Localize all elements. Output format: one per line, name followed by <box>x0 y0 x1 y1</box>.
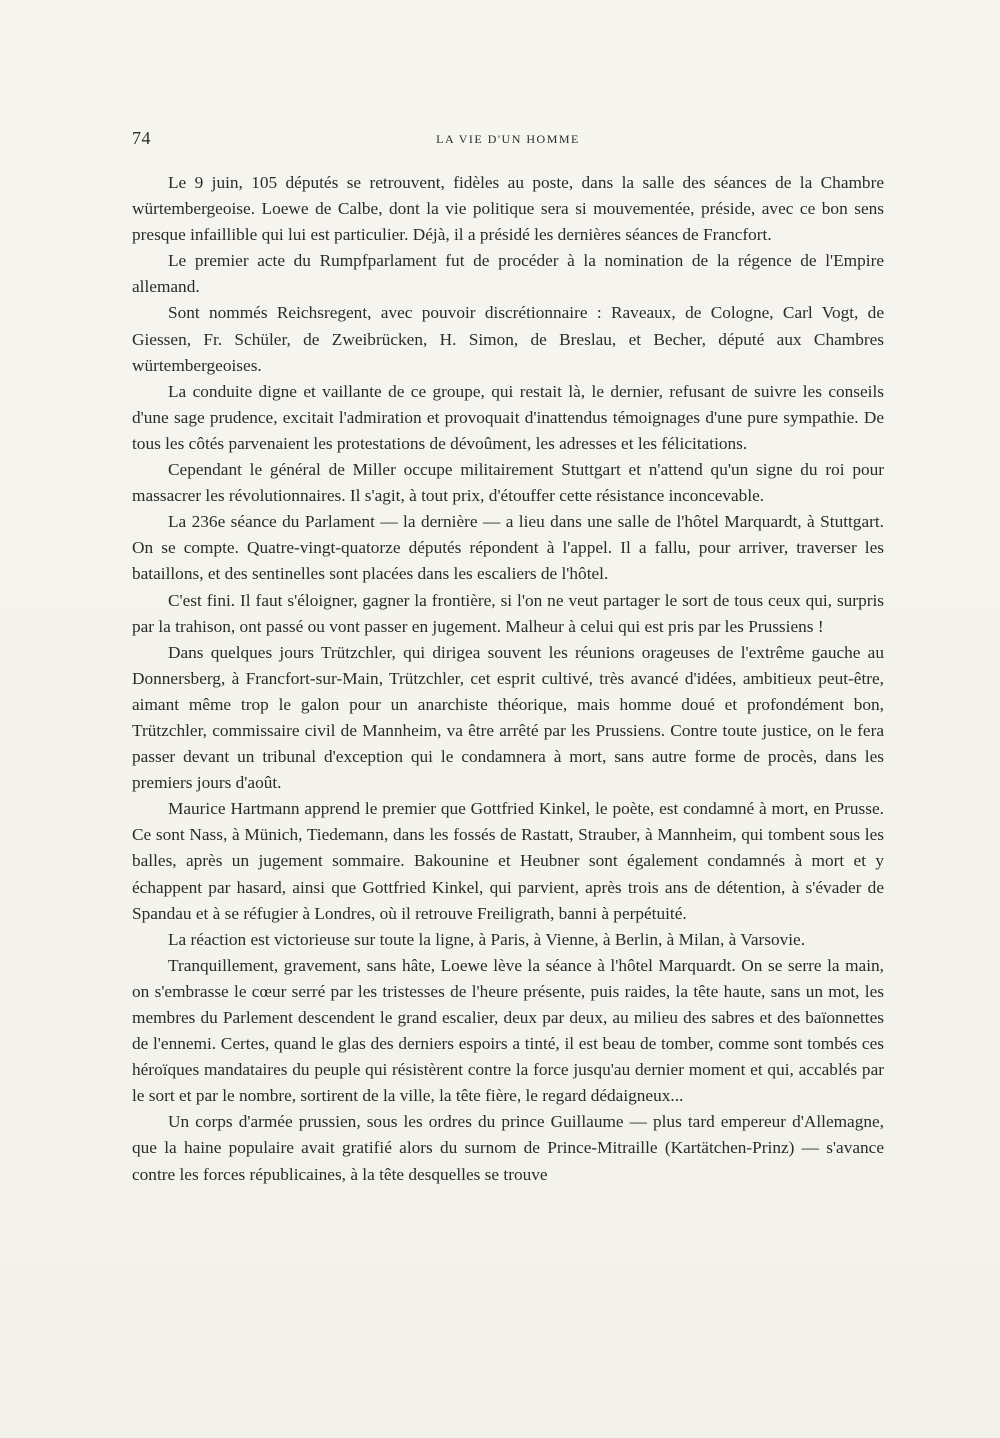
running-title: LA VIE D'UN HOMME <box>436 132 580 146</box>
paragraph: Dans quelques jours Trützchler, qui dirigea souvent les réunions orageuses de l'extrême gauche au Donnersberg, à Francfort-sur-Main, Trützchler, cet esprit cultivé, très avancé d'idées, ambitieux peut-être, aimant même trop le galon pour un anarchiste théorique, mais homme doué et profondément bon, Trützchler, commissaire civil de Mannheim, va être arrêté par les Prussiens. Contre toute justice, on le fera passer devant un tribunal d'exception qui le condamnera à mort, sans autre forme de procès, dans les premiers jours d'août. <box>132 642 884 793</box>
paragraph: Le premier acte du Rumpfparlament fut de procéder à la nomination de la régence de l'Empire allemand. <box>132 251 884 297</box>
paragraph: La réaction est victorieuse sur toute la ligne, à Paris, à Vienne, à Berlin, à Milan, à Varsovie. <box>168 929 806 949</box>
page-number: 74 <box>132 128 151 148</box>
paragraph: Sont nommés Reichsregent, avec pouvoir discrétionnaire : Raveaux, de Cologne, Carl Vogt, de Giessen, Fr. Schüler, de Zweibrücken, H. Simon, de Breslau, et Becher, député aux Chambres würtembergeoises. <box>132 303 884 375</box>
body-text <box>132 170 884 1188</box>
paragraph: La conduite digne et vaillante de ce groupe, qui restait là, le dernier, refusant de suivre les conseils d'une sage prudence, excitait l'admiration et provoquait d'inattendus témoignages d'une pure sympathie. De tous les côtés parvenaient les protestations de dévoûment, les adresses et les félicitations. <box>132 381 884 453</box>
paragraph: La 236e séance du Parlament — la dernière — a lieu dans une salle de l'hôtel Marquardt, à Stuttgart. On se compte. Quatre-vingt-quatorze députés répondent à l'appel. Il a fallu, pour arriver, traverser les bataillons, et des sentinelles sont placées dans les escaliers de l'hôtel. <box>132 512 884 584</box>
paragraph: Cependant le général de Miller occupe militairement Stuttgart et n'attend qu'un signe du roi pour massacrer les révolutionnaires. Il s'agit, à tout prix, d'étouffer cette résistance inconcevable. <box>132 460 884 506</box>
paragraph: C'est fini. Il faut s'éloigner, gagner la frontière, si l'on ne veut partager le sort de tous ceux qui, surpris par la trahison, ont passé ou vont passer en jugement. Malheur à celui qui est pris par les Prussiens ! <box>132 590 884 636</box>
page-header <box>132 128 884 152</box>
paragraph: Tranquillement, gravement, sans hâte, Loewe lève la séance à l'hôtel Marquardt. On se serre la main, on s'embrasse le cœur serré par les tristesses de l'heure présente, puis raides, la tête haute, sans un mot, les membres du Parlement descendent le grand escalier, deux par deux, au milieu des sabres et des baïonnettes de l'ennemi. Certes, quand le glas des derniers espoirs a tinté, il est beau de tomber, comme sont tombés ces héroïques mandataires du peuple qui résistèrent contre la force jusqu'au dernier moment et qui, accablés par le sort et par le nombre, sortirent de la ville, la tête fière, le regard dédaigneux... <box>132 955 884 1106</box>
paragraph: Le 9 juin, 105 députés se retrouvent, fidèles au poste, dans la salle des séances de la Chambre würtembergeoise. Loewe de Calbe, dont la vie politique sera si mouvementée, préside, avec ce bon sens presque infaillible qui lui est particulier. Déjà, il a présidé les dernières séances de Francfort. <box>132 173 884 245</box>
paragraph: Un corps d'armée prussien, sous les ordres du prince Guillaume — plus tard empereur d'Allemagne, que la haine populaire avait gratifié alors du surnom de Prince-Mitraille (Kartätchen-Prinz) — s'avance contre les forces républicaines, à la tête desquelles se trouve <box>132 1112 884 1184</box>
paragraph: Maurice Hartmann apprend le premier que Gottfried Kinkel, le poète, est condamné à mort, en Prusse. Ce sont Nass, à Münich, Tiedemann, dans les fossés de Rastatt, Strauber, à Mannheim, qui tombent sous les balles, après un jugement sommaire. Bakounine et Heubner sont également condamnés à mort et y échappent par hasard, ainsi que Gottfried Kinkel, qui parvient, après trois ans de détention, à s'évader de Spandau et à se réfugier à Londres, où il retrouve Freiligrath, banni à perpétuité. <box>132 799 884 923</box>
